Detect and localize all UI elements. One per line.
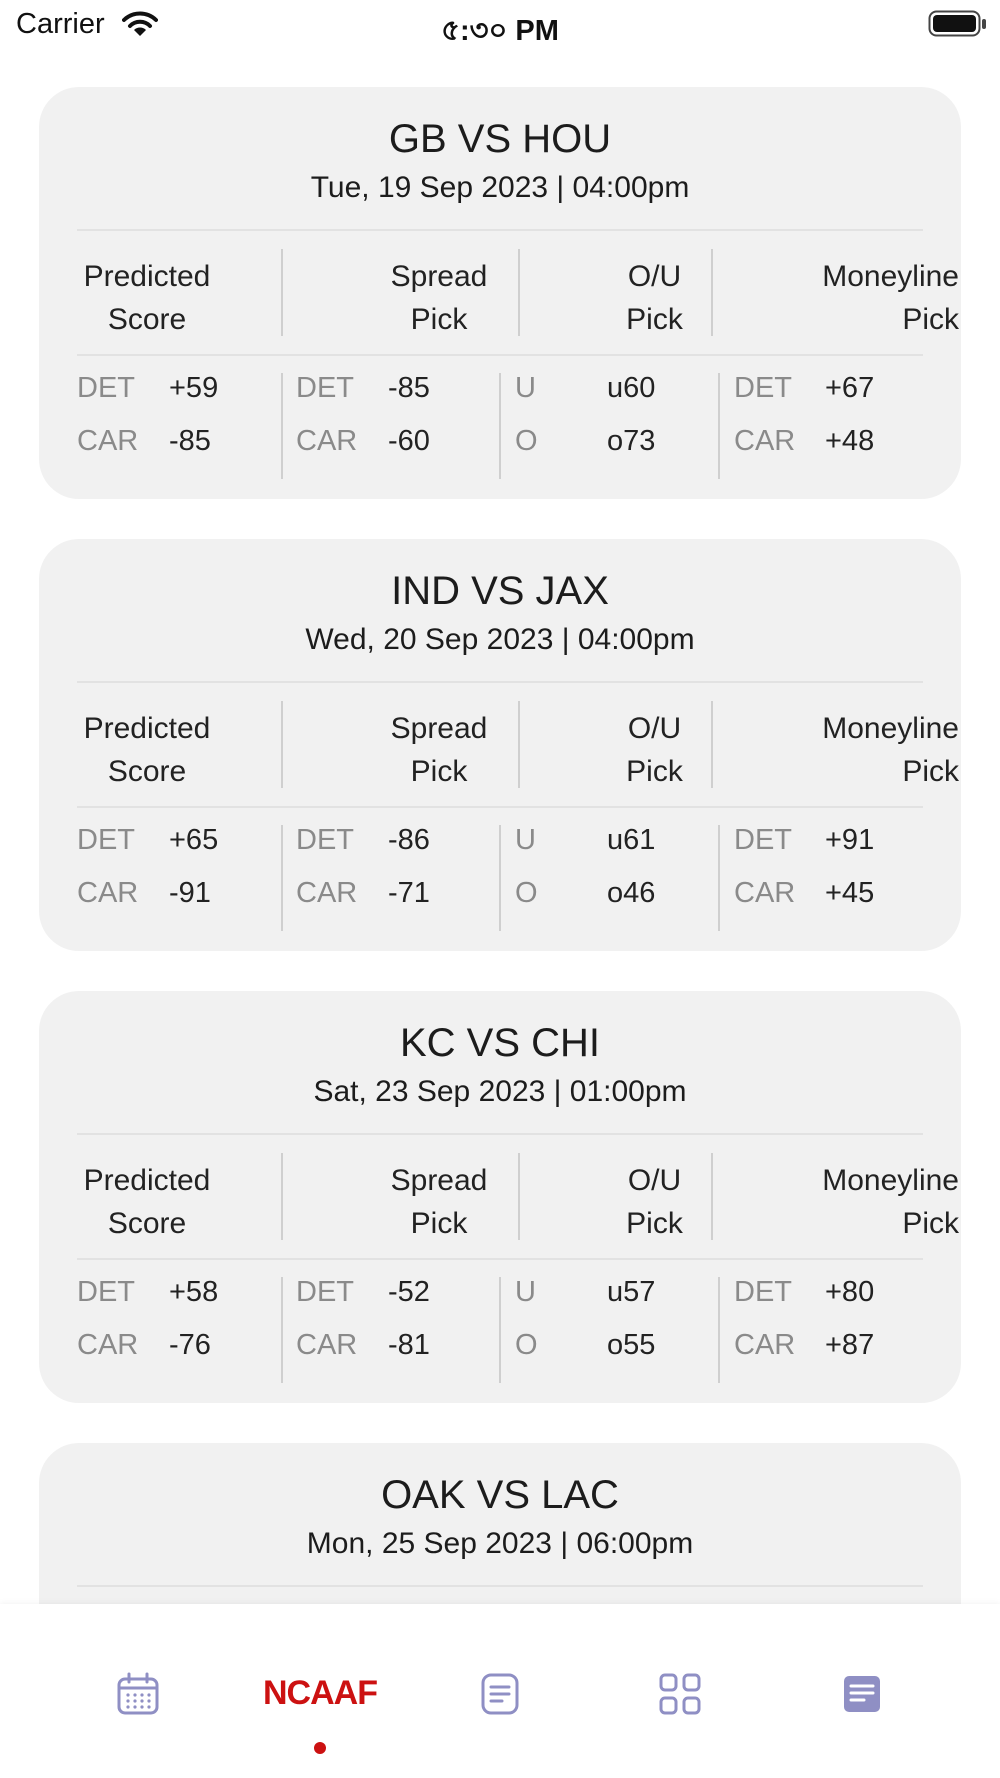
grid-icon[interactable] bbox=[658, 1672, 702, 1716]
spread-team-label: CAR bbox=[296, 1329, 358, 1361]
spread-team-label: CAR bbox=[296, 425, 358, 457]
moneyline-value: +67 bbox=[825, 372, 875, 404]
score-value: +65 bbox=[169, 824, 219, 856]
header-predicted-score: Predicted Score bbox=[83, 260, 211, 336]
column-divider bbox=[711, 701, 713, 788]
spread-value: -86 bbox=[388, 824, 430, 856]
game-title: IND VS JAX bbox=[391, 569, 609, 613]
game-card[interactable] bbox=[39, 991, 961, 1403]
ou-value: o46 bbox=[607, 877, 656, 909]
battery-icon bbox=[928, 10, 988, 38]
spread-value: -85 bbox=[388, 372, 430, 404]
game-date: Tue, 19 Sep 2023 | 04:00pm bbox=[310, 171, 690, 204]
score-value: +58 bbox=[169, 1276, 219, 1308]
header-spread-pick: Spread Pick bbox=[390, 260, 488, 336]
ou-value: u57 bbox=[607, 1276, 656, 1308]
header-moneyline-pick: Moneyline Pick bbox=[822, 712, 959, 788]
moneyline-value: +48 bbox=[825, 425, 875, 457]
game-card[interactable] bbox=[39, 539, 961, 951]
score-team-label: CAR bbox=[77, 425, 139, 457]
spread-value: -60 bbox=[388, 425, 430, 457]
game-date: Mon, 25 Sep 2023 | 06:00pm bbox=[306, 1527, 694, 1560]
divider bbox=[77, 806, 923, 808]
spread-team-label: DET bbox=[296, 824, 354, 856]
moneyline-team-label: DET bbox=[734, 372, 792, 404]
moneyline-value: +80 bbox=[825, 1276, 875, 1308]
column-divider bbox=[281, 1277, 283, 1383]
column-divider bbox=[711, 249, 713, 336]
column-divider bbox=[281, 1153, 283, 1240]
ou-side-label: O bbox=[515, 877, 538, 909]
document-list-icon[interactable] bbox=[478, 1672, 522, 1716]
game-card[interactable] bbox=[39, 1443, 961, 1604]
spread-value: -52 bbox=[388, 1276, 430, 1308]
tab-bar bbox=[0, 1604, 1000, 1778]
header-predicted-score: Predicted Score bbox=[83, 1164, 211, 1240]
ou-value: u60 bbox=[607, 372, 656, 404]
game-date: Sat, 23 Sep 2023 | 01:00pm bbox=[313, 1075, 687, 1108]
divider bbox=[77, 681, 923, 683]
game-title: OAK VS LAC bbox=[381, 1473, 619, 1517]
score-team-label: DET bbox=[77, 1276, 135, 1308]
column-divider bbox=[518, 701, 520, 788]
carrier-label: Carrier bbox=[16, 8, 105, 40]
notes-icon[interactable] bbox=[840, 1672, 884, 1716]
moneyline-value: +87 bbox=[825, 1329, 875, 1361]
ou-side-label: U bbox=[515, 372, 536, 404]
column-divider bbox=[718, 1277, 720, 1383]
score-value: -91 bbox=[169, 877, 211, 909]
column-divider bbox=[499, 1277, 501, 1383]
score-team-label: CAR bbox=[77, 1329, 139, 1361]
header-ou-pick: O/U Pick bbox=[626, 260, 683, 336]
column-divider bbox=[281, 373, 283, 479]
column-divider bbox=[711, 1153, 713, 1240]
moneyline-team-label: DET bbox=[734, 1276, 792, 1308]
column-divider bbox=[281, 249, 283, 336]
score-team-label: CAR bbox=[77, 877, 139, 909]
score-value: -85 bbox=[169, 425, 211, 457]
header-spread-pick: Spread Pick bbox=[390, 1164, 488, 1240]
moneyline-team-label: CAR bbox=[734, 425, 796, 457]
column-divider bbox=[281, 701, 283, 788]
game-date: Wed, 20 Sep 2023 | 04:00pm bbox=[305, 623, 695, 656]
column-divider bbox=[718, 373, 720, 479]
column-divider bbox=[518, 1153, 520, 1240]
divider bbox=[77, 1258, 923, 1260]
score-team-label: DET bbox=[77, 824, 135, 856]
column-divider bbox=[281, 825, 283, 931]
ou-side-label: U bbox=[515, 824, 536, 856]
moneyline-value: +91 bbox=[825, 824, 875, 856]
header-moneyline-pick: Moneyline Pick bbox=[822, 1164, 959, 1240]
score-value: -76 bbox=[169, 1329, 211, 1361]
divider bbox=[77, 229, 923, 231]
games-list[interactable] bbox=[0, 52, 1000, 1604]
ou-side-label: U bbox=[515, 1276, 536, 1308]
score-team-label: DET bbox=[77, 372, 135, 404]
ou-side-label: O bbox=[515, 425, 538, 457]
game-card[interactable] bbox=[39, 87, 961, 499]
tab-ncaaf[interactable]: NCAAF bbox=[263, 1674, 377, 1712]
column-divider bbox=[518, 249, 520, 336]
column-divider bbox=[499, 373, 501, 479]
divider bbox=[77, 1585, 923, 1587]
clock: ৫:৩০ PM bbox=[441, 15, 559, 47]
spread-team-label: DET bbox=[296, 1276, 354, 1308]
ou-value: o73 bbox=[607, 425, 656, 457]
moneyline-team-label: CAR bbox=[734, 877, 796, 909]
ou-value: u61 bbox=[607, 824, 656, 856]
calendar-icon[interactable] bbox=[116, 1672, 160, 1716]
divider bbox=[77, 1133, 923, 1135]
game-title: KC VS CHI bbox=[399, 1021, 601, 1065]
moneyline-value: +45 bbox=[825, 877, 875, 909]
column-divider bbox=[499, 825, 501, 931]
status-bar bbox=[0, 0, 1000, 52]
moneyline-team-label: CAR bbox=[734, 1329, 796, 1361]
spread-team-label: DET bbox=[296, 372, 354, 404]
column-divider bbox=[718, 825, 720, 931]
spread-team-label: CAR bbox=[296, 877, 358, 909]
ou-side-label: O bbox=[515, 1329, 538, 1361]
header-ou-pick: O/U Pick bbox=[626, 712, 683, 788]
game-title: GB VS HOU bbox=[388, 117, 612, 161]
ou-value: o55 bbox=[607, 1329, 656, 1361]
moneyline-team-label: DET bbox=[734, 824, 792, 856]
divider bbox=[77, 354, 923, 356]
score-value: +59 bbox=[169, 372, 219, 404]
active-tab-indicator bbox=[314, 1742, 326, 1754]
header-spread-pick: Spread Pick bbox=[390, 712, 488, 788]
header-ou-pick: O/U Pick bbox=[626, 1164, 683, 1240]
header-predicted-score: Predicted Score bbox=[83, 712, 211, 788]
spread-value: -71 bbox=[388, 877, 430, 909]
spread-value: -81 bbox=[388, 1329, 430, 1361]
header-moneyline-pick: Moneyline Pick bbox=[822, 260, 959, 336]
